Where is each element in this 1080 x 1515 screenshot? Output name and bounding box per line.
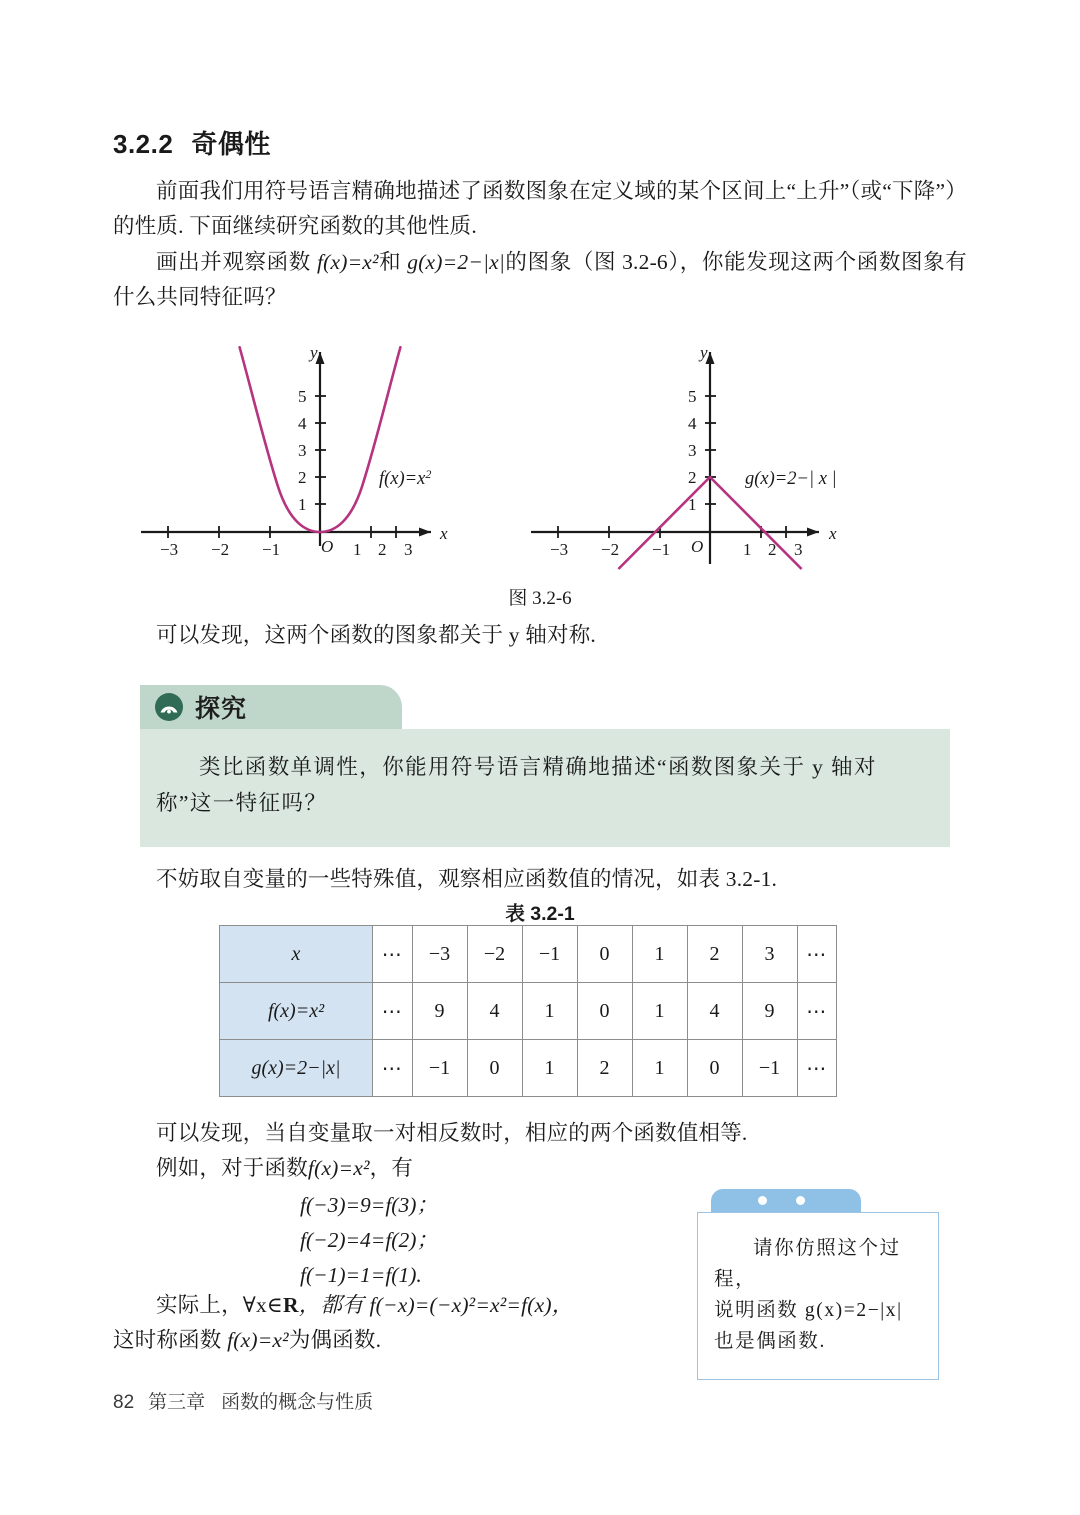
before-table-paragraph: 不妨取自变量的一些特殊值，观察相应函数值的情况，如表 3.2-1. [156,867,778,891]
cell-f-7: 9 [742,983,797,1040]
right-xtick--2: −2 [601,540,620,559]
equation-2: f(−2)=4=f(2)； [300,1228,438,1252]
cell-x-1: −3 [412,926,467,983]
cell-x-8: ⋯ [797,926,837,983]
left-graph-function-label: $f(x)=x^2$ [379,467,432,489]
side-note [697,1189,939,1380]
note-tab [711,1189,861,1212]
right-xtick-3: 3 [794,540,803,559]
task-text-a: 画出并观察函数 [156,250,317,274]
cell-x-3: −1 [522,926,577,983]
inquiry-badge-icon [154,692,184,722]
right-graph-function-label: g(x)=2−| x | [745,469,837,489]
right-graph-origin-label: O [691,537,704,556]
cell-x-6: 2 [687,926,742,983]
cell-g-8: ⋯ [797,1040,837,1097]
cell-g-4: 2 [577,1040,632,1097]
cell-x-7: 3 [742,926,797,983]
inquiry-label: 探究 [195,695,248,723]
conclusion-text-c: 这时称函数 [113,1328,228,1352]
figure-svg [113,336,967,586]
real-numbers-symbol: R [283,1293,299,1317]
figure-3-2-6 [113,336,967,586]
left-ytick-1: 1 [298,495,307,514]
function-g-inline: g(x)=2−|x| [407,250,505,274]
graph-parabola [141,343,448,559]
right-ytick-1: 1 [688,495,697,514]
figure-caption: 图 3.2-6 [508,588,572,609]
table-row [220,1040,837,1097]
left-graph-x-label: x [440,524,448,543]
conclusion-text-b: ，都有 f(−x)=(−x)²=x²=f(x)， [298,1293,574,1317]
conclusion-text-a: 实际上，∀x∈ [156,1293,284,1317]
note-line-2: 说明函数 g(x)=2−|x| [714,1300,903,1321]
cell-g-5: 1 [632,1040,687,1097]
equation-block [300,1188,438,1293]
example-text-a: 例如，对于函数 [156,1156,308,1180]
inquiry-callout [140,685,950,847]
right-graph-x-label: x [829,524,837,543]
cell-g-1: −1 [412,1040,467,1097]
cell-f-3: 1 [522,983,577,1040]
task-text-c: 的图象（图 3.2-6），你能发现这两个函数图象有什么共同特征吗？ [113,250,967,309]
footer-chapter: 第三章 [148,1392,206,1413]
cell-g-3: 1 [522,1040,577,1097]
cell-x-4: 0 [577,926,632,983]
cell-f-2: 4 [467,983,522,1040]
left-graph-origin-label: O [321,537,334,556]
cell-f-0: ⋯ [373,983,413,1040]
after-table-paragraph-2 [113,1151,673,1186]
note-hole-right-icon [796,1196,805,1205]
footer-chapter-title: 函数的概念与性质 [221,1392,374,1413]
cell-f-4: 0 [577,983,632,1040]
left-xtick-3: 3 [404,540,413,559]
table-caption: 表 3.2-1 [505,903,575,925]
note-hole-left-icon [758,1196,767,1205]
footer-page-number: 82 [113,1392,135,1413]
task-paragraph [113,245,967,315]
conclusion-paragraph-1 [113,1288,683,1323]
equation-1: f(−3)=9=f(3)； [300,1193,438,1217]
left-graph-y-label: y [310,343,318,362]
cell-f-8: ⋯ [797,983,837,1040]
cell-f-6: 4 [687,983,742,1040]
cell-x-5: 1 [632,926,687,983]
cell-g-6: 0 [687,1040,742,1097]
right-ytick-5: 5 [688,387,697,406]
example-text-b: ，有 [369,1156,414,1180]
conclusion-text-d: 为偶函数. [288,1328,382,1352]
function-f-inline: f(x)=x² [316,250,379,274]
section-title: 奇偶性 [191,129,271,159]
values-table [219,925,837,1097]
section-number: 3.2.2 [113,129,174,159]
cell-g-2: 0 [467,1040,522,1097]
right-graph-y-label: y [700,343,708,362]
cell-x-0: ⋯ [373,926,413,983]
after-table-paragraph-1: 可以发现，当自变量取一对相反数时，相应的两个函数值相等. [156,1121,748,1145]
row-label-x: x [220,926,373,983]
table-row [220,983,837,1040]
note-body [697,1212,939,1380]
inquiry-text: 类比函数单调性，你能用符号语言精确地描述“函数图象关于 y 轴对称”这一特征吗？ [156,755,877,815]
row-label-f: f(x)=x² [220,983,373,1040]
cell-g-7: −1 [742,1040,797,1097]
left-xtick--1: −1 [262,540,281,559]
conclusion-function-f: f(x)=x² [227,1328,289,1352]
left-xtick-2: 2 [378,540,387,559]
example-function-f: f(x)=x² [307,1156,370,1180]
left-xtick--2: −2 [211,540,230,559]
left-ytick-3: 3 [298,441,307,460]
right-ytick-3: 3 [688,441,697,460]
left-xtick-1: 1 [353,540,362,559]
left-xtick--3: −3 [160,540,179,559]
cell-x-2: −2 [467,926,522,983]
right-xtick-2: 2 [768,540,777,559]
graph-absolute-value [531,343,837,569]
left-ytick-5: 5 [298,387,307,406]
inquiry-tab [140,685,402,729]
cell-g-0: ⋯ [373,1040,413,1097]
cell-f-1: 9 [412,983,467,1040]
right-xtick--1: −1 [652,540,671,559]
cell-f-5: 1 [632,983,687,1040]
right-ytick-4: 4 [688,414,697,433]
inquiry-body [140,729,950,847]
page-footer [113,1387,373,1414]
conclusion-paragraph-2 [113,1323,683,1358]
left-ytick-4: 4 [298,414,307,433]
page-title [113,124,271,161]
right-xtick-1: 1 [743,540,752,559]
right-xtick--3: −3 [550,540,569,559]
after-figure-paragraph: 可以发现，这两个函数的图象都关于 y 轴对称. [156,623,596,647]
equation-3: f(−1)=1=f(1). [300,1263,422,1287]
right-ytick-2: 2 [688,468,697,487]
table-row [220,926,837,983]
left-ytick-2: 2 [298,468,307,487]
row-label-g: g(x)=2−|x| [220,1040,373,1097]
note-line-1: 请你仿照这个过程， [714,1238,901,1290]
intro-paragraph: 前面我们用符号语言精确地描述了函数图象在定义域的某个区间上“上升”（或“下降”）的性质. 下面继续研究函数的其他性质. [113,179,967,238]
task-text-b: 和 [378,250,408,274]
note-line-3: 也是偶函数. [714,1331,826,1352]
